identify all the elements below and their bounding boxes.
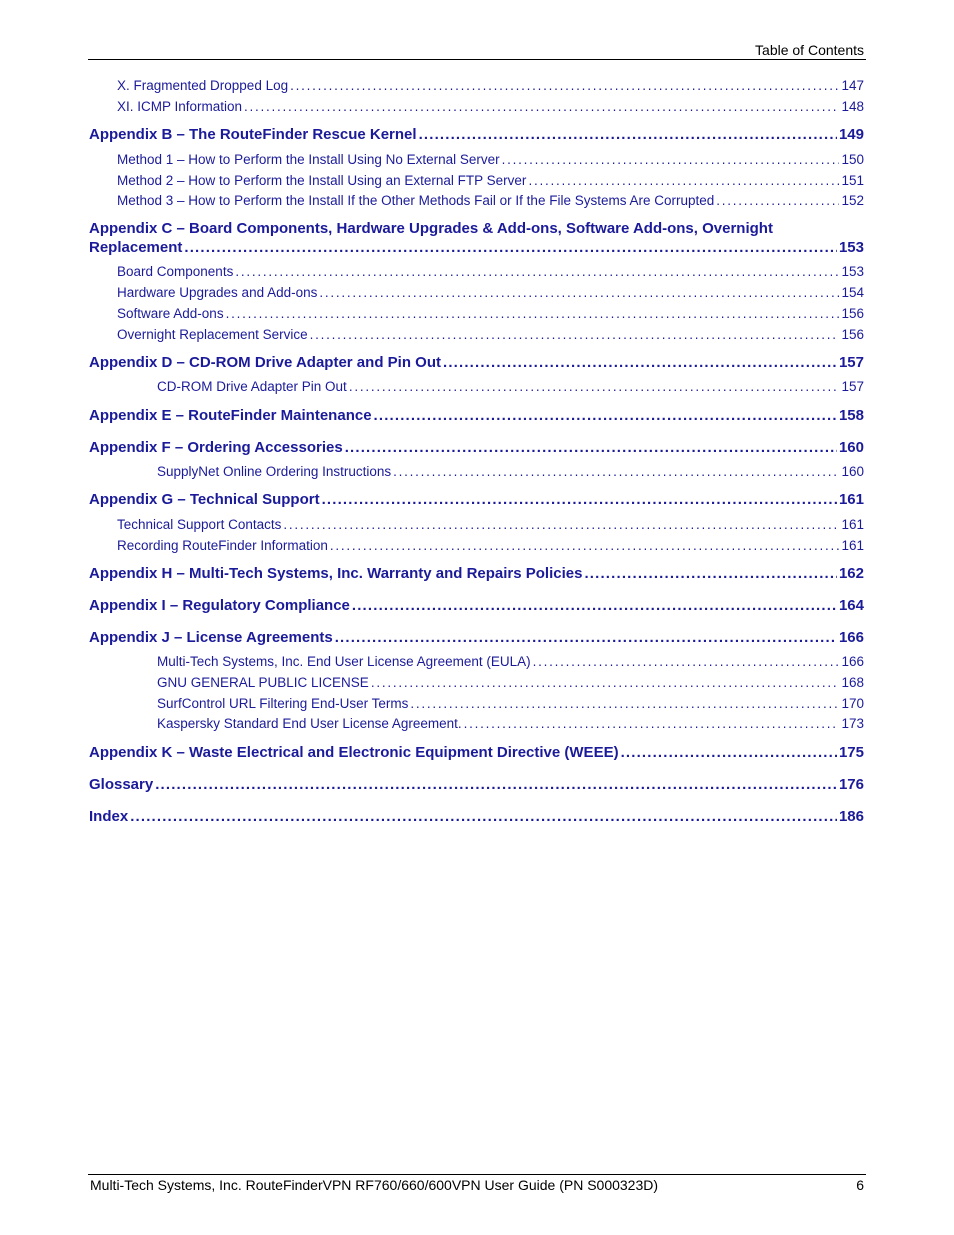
toc-entry-title: Appendix E – RouteFinder Maintenance [89, 407, 372, 424]
toc-entry-title: Appendix K – Waste Electrical and Electronic Equipment Directive (WEEE) [89, 744, 619, 761]
dot-leader [322, 490, 837, 510]
toc-entry-page: 160 [841, 464, 864, 479]
dot-leader [330, 537, 840, 555]
dot-leader [310, 326, 840, 344]
toc-entry-page: 152 [841, 193, 864, 208]
toc-entry-page: 153 [838, 239, 864, 256]
toc-entry-title: Appendix F – Ordering Accessories [89, 439, 343, 456]
dot-leader [352, 596, 837, 616]
toc-entry-title: GNU GENERAL PUBLIC LICENSE [157, 675, 369, 690]
page-header [88, 42, 866, 60]
toc-heading-entry[interactable] [89, 125, 864, 145]
toc-entry-title: Appendix H – Multi-Tech Systems, Inc. Warranty and Repairs Policies [89, 565, 583, 582]
toc-entry-title: Method 2 – How to Perform the Install Using an External FTP Server [117, 173, 527, 188]
toc-entry-title: Board Components [117, 264, 234, 279]
dot-leader [290, 77, 839, 95]
toc-sub-entry[interactable] [117, 192, 864, 210]
toc-heading-entry[interactable] [89, 406, 864, 426]
toc-entry-title: Appendix B – The RouteFinder Rescue Kernel [89, 126, 417, 143]
dot-leader [130, 807, 837, 827]
toc-entry-page: 186 [838, 808, 864, 825]
toc-entry-title: Replacement [89, 239, 183, 256]
dot-leader [319, 284, 839, 302]
dot-leader [464, 715, 840, 733]
toc-sub-entry[interactable] [117, 305, 864, 323]
toc-entry-page: 168 [841, 675, 864, 690]
toc-heading-entry[interactable] [89, 238, 864, 258]
toc-heading-entry[interactable] [89, 743, 864, 763]
toc-entry-title: Appendix D – CD-ROM Drive Adapter and Pin Out [89, 354, 441, 371]
toc-entry-title: Hardware Upgrades and Add-ons [117, 285, 318, 300]
dot-leader [621, 743, 837, 763]
toc-entry-page: 154 [841, 285, 864, 300]
dot-leader [393, 463, 839, 481]
dot-leader [235, 263, 839, 281]
toc-sub-entry[interactable] [157, 715, 864, 733]
dot-leader [528, 172, 839, 190]
dot-leader [419, 125, 837, 145]
footer-text: Multi-Tech Systems, Inc. RouteFinderVPN RF760/660/600VPN User Guide (PN S000323D) [90, 1177, 659, 1193]
dot-leader [226, 305, 840, 323]
dot-leader [374, 406, 837, 426]
toc-entry-title: X. Fragmented Dropped Log [117, 78, 289, 93]
toc-heading-entry[interactable] [89, 490, 864, 510]
toc-entry-page: 161 [841, 517, 864, 532]
toc-entry-title: Method 1 – How to Perform the Install Using No External Server [117, 152, 500, 167]
toc-entry-title: Appendix J – License Agreements [89, 629, 333, 646]
toc-entry-title: Technical Support Contacts [117, 517, 282, 532]
toc-entry-title: CD-ROM Drive Adapter Pin Out [157, 379, 347, 394]
toc-entry-page: 156 [841, 306, 864, 321]
toc-sub-entry[interactable] [117, 284, 864, 302]
toc-entry-title: Index [89, 808, 129, 825]
toc-entry-title: Multi-Tech Systems, Inc. End User License Agreement (EULA) [157, 654, 531, 669]
dot-leader [244, 98, 839, 116]
toc-heading-entry[interactable] [89, 564, 864, 584]
toc-entry-page: 166 [841, 654, 864, 669]
toc-entry-page: 160 [838, 439, 864, 456]
dot-leader [283, 516, 839, 534]
toc-heading-entry[interactable] [89, 775, 864, 795]
toc-entry-page: 148 [841, 99, 864, 114]
toc-entry-title: Appendix G – Technical Support [89, 491, 320, 508]
toc-entry-page: 147 [841, 78, 864, 93]
toc-entry-page: 162 [838, 565, 864, 582]
toc-entry-title: XI. ICMP Information [117, 99, 243, 114]
toc-heading-entry[interactable] [89, 628, 864, 648]
toc-sub-entry[interactable] [117, 263, 864, 281]
toc-entry-title: Method 3 – How to Perform the Install If the Other Methods Fail or If the File Systems Are Corrupted [117, 193, 715, 208]
toc-entry-title: SupplyNet Online Ordering Instructions [157, 464, 392, 479]
footer-page-number: 6 [856, 1177, 864, 1193]
toc-sub-entry[interactable] [157, 378, 864, 396]
toc-entry-page: 166 [838, 629, 864, 646]
toc-entry-page: 176 [838, 776, 864, 793]
toc-heading-line[interactable]: Appendix C – Board Components, Hardware Upgrades & Add-ons, Software Add-ons, Overnight [89, 220, 773, 237]
toc-sub-entry[interactable] [157, 463, 864, 481]
dot-leader [184, 238, 837, 258]
toc-sub-entry[interactable] [157, 653, 864, 671]
toc-entry-title: Appendix I – Regulatory Compliance [89, 597, 350, 614]
dot-leader [155, 775, 837, 795]
toc-sub-entry[interactable] [117, 516, 864, 534]
toc-sub-entry[interactable] [117, 77, 864, 95]
toc-entry-page: 149 [838, 126, 864, 143]
dot-leader [371, 674, 840, 692]
page-footer [88, 1174, 866, 1196]
dot-leader [345, 438, 837, 458]
toc-sub-entry[interactable] [157, 695, 864, 713]
toc-sub-entry[interactable] [157, 674, 864, 692]
toc-entry-page: 156 [841, 327, 864, 342]
toc-entry-title: Recording RouteFinder Information [117, 538, 328, 553]
toc-entry-page: 157 [838, 354, 864, 371]
dot-leader [410, 695, 839, 713]
dot-leader [335, 628, 837, 648]
toc-entry-title: Software Add-ons [117, 306, 224, 321]
toc-entry-page: 173 [841, 716, 864, 731]
toc-entry-page: 157 [841, 379, 864, 394]
dot-leader [349, 378, 840, 396]
toc-entry-page: 170 [841, 696, 864, 711]
toc-sub-entry[interactable] [117, 326, 864, 344]
toc-entry-title: SurfControl URL Filtering End-User Terms [157, 696, 409, 711]
toc-sub-entry[interactable] [117, 172, 864, 190]
toc-entry-page: 161 [841, 538, 864, 553]
dot-leader [584, 564, 837, 584]
toc-entry-title: Glossary [89, 776, 154, 793]
dot-leader [716, 192, 839, 210]
toc-entry-page: 164 [838, 597, 864, 614]
toc-sub-entry[interactable] [117, 98, 864, 116]
toc-heading-entry[interactable] [89, 596, 864, 616]
toc-entry-page: 151 [841, 173, 864, 188]
toc-entry-page: 150 [841, 152, 864, 167]
toc-entry-title: Overnight Replacement Service [117, 327, 308, 342]
toc-sub-entry[interactable] [117, 537, 864, 555]
toc-entry-page: 158 [838, 407, 864, 424]
toc-entry-page: 161 [838, 491, 864, 508]
toc-entry-page: 175 [838, 744, 864, 761]
toc-heading-entry[interactable] [89, 353, 864, 373]
dot-leader [443, 353, 837, 373]
toc-heading-entry[interactable] [89, 807, 864, 827]
dot-leader [533, 653, 840, 671]
dot-leader [502, 151, 840, 169]
toc-sub-entry[interactable] [117, 151, 864, 169]
toc-entry-title: Kaspersky Standard End User License Agreement. [157, 716, 462, 731]
header-title: Table of Contents [755, 42, 864, 58]
toc-entry-page: 153 [841, 264, 864, 279]
toc-heading-entry[interactable] [89, 438, 864, 458]
